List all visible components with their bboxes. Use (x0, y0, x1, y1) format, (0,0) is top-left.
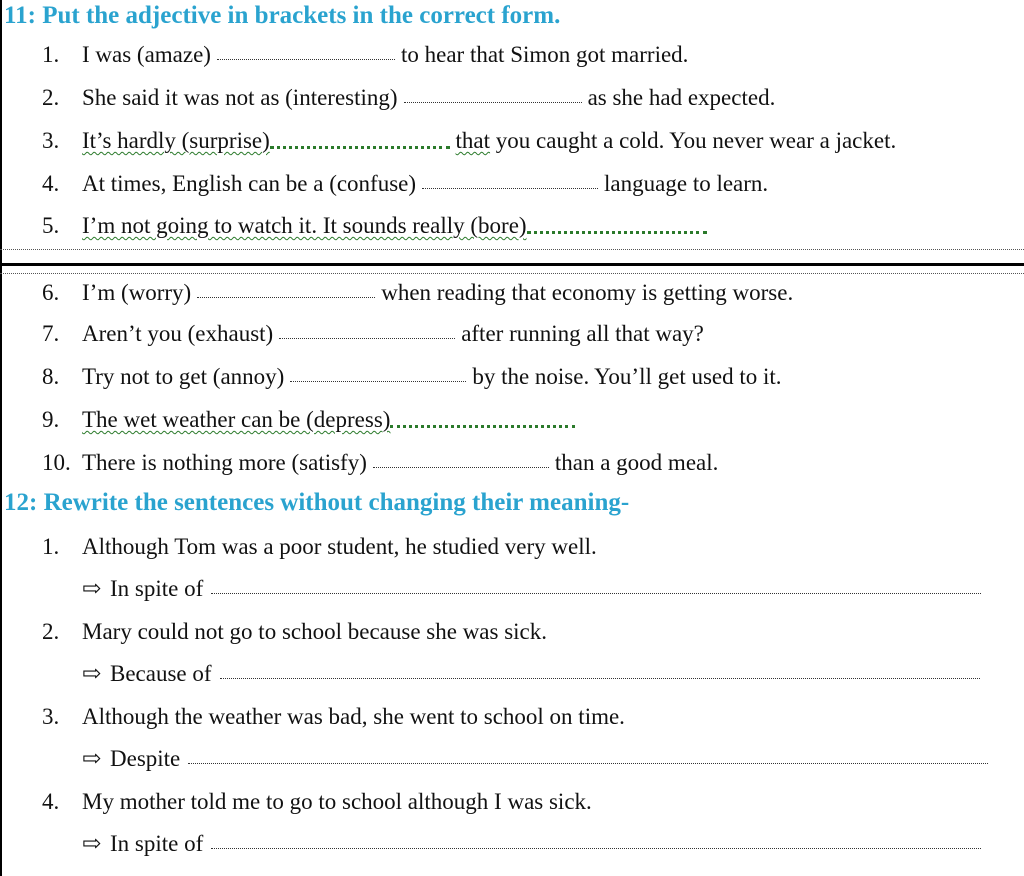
answer-blank[interactable] (422, 187, 598, 189)
left-margin-rule (0, 0, 2, 876)
answer-blank[interactable] (290, 380, 466, 382)
item-text-before: Try not to get (annoy) (82, 364, 285, 389)
item-text-before: I’m (worry) (82, 280, 192, 305)
arrow-icon: ⇨ (82, 576, 102, 601)
answer-blank[interactable] (527, 230, 707, 234)
arrow-icon: ⇨ (82, 661, 102, 686)
item-text-after: than a good meal. (554, 450, 719, 475)
answer-blank[interactable] (217, 58, 395, 60)
item-sentence: Mary could not go to school because she was sick. (82, 619, 548, 644)
answer-prompt: Despite (110, 746, 181, 771)
item-number: 5. (42, 213, 60, 238)
answer-line[interactable] (211, 847, 981, 849)
item-text-after: by the noise. You’ll get used to it. (472, 364, 782, 389)
ex11-item-2 (42, 86, 775, 109)
ex11-item-8 (42, 365, 782, 388)
answer-blank[interactable] (270, 145, 450, 149)
item-number: 6. (42, 280, 60, 305)
ex12-answer-2 (82, 662, 980, 685)
ex11-item-9 (42, 408, 575, 431)
arrow-icon: ⇨ (82, 831, 102, 856)
item-number: 9. (42, 407, 60, 432)
answer-prompt: In spite of (110, 576, 204, 601)
ex12-answer-1 (82, 577, 981, 600)
item-text-before: I was (amaze) (82, 42, 211, 67)
item-number: 4. (42, 789, 60, 814)
section-divider-solid (0, 263, 1024, 266)
ex11-item-6 (42, 281, 793, 304)
ex12-item-3 (42, 705, 625, 728)
answer-blank[interactable] (390, 424, 575, 428)
answer-line[interactable] (211, 592, 981, 594)
answer-blank[interactable] (197, 296, 375, 298)
ex12-item-1 (42, 535, 597, 558)
item-text-before: There is nothing more (satisfy) (82, 450, 367, 475)
ex12-item-2 (42, 620, 547, 643)
ex12-item-4 (42, 790, 592, 813)
item-text-wavy: that (455, 128, 491, 153)
item-text-after: as she had expected. (587, 85, 776, 110)
item-sentence: Although the weather was bad, she went to school on time. (82, 704, 625, 729)
item-number: 2. (42, 85, 60, 110)
item-text-after: when reading that economy is getting worse. (381, 280, 794, 305)
section-divider-dotted (0, 273, 1024, 274)
ex11-item-7 (42, 322, 704, 345)
item-number: 1. (42, 42, 60, 67)
ex12-answer-3 (82, 747, 988, 770)
item-number: 4. (42, 171, 60, 196)
item-number: 3. (42, 128, 60, 153)
item-text-before: I’m not going to watch it. It sounds really (bore) (82, 213, 527, 238)
ex11-item-4 (42, 172, 768, 195)
arrow-icon: ⇨ (82, 746, 102, 771)
answer-line[interactable] (188, 762, 988, 764)
ex12-answer-4 (82, 832, 981, 855)
item-text-after: to hear that Simon got married. (400, 42, 689, 67)
answer-line[interactable] (220, 677, 980, 679)
item-number: 2. (42, 619, 60, 644)
item-text-after: you caught a cold. You never wear a jacket. (495, 128, 897, 153)
exercise-12-title: 12: Rewrite the sentences without changing their meaning- (4, 489, 630, 516)
item-sentence: Although Tom was a poor student, he studied very well. (82, 534, 597, 559)
item-sentence: My mother told me to go to school although I was sick. (82, 789, 592, 814)
item-text-before: Aren’t you (exhaust) (82, 321, 274, 346)
item-number: 3. (42, 704, 60, 729)
answer-blank[interactable] (279, 337, 455, 339)
exercise-11-title: 11: Put the adjective in brackets in the correct form. (4, 2, 561, 29)
item-text-before: The wet weather can be (depress) (82, 407, 391, 432)
item-text-before: She said it was not as (interesting) (82, 85, 398, 110)
section-divider-dotted (0, 249, 1024, 250)
item-number: 10. (42, 450, 71, 475)
item-number: 1. (42, 534, 60, 559)
answer-prompt: In spite of (110, 831, 204, 856)
answer-blank[interactable] (404, 101, 582, 103)
answer-prompt: Because of (110, 661, 212, 686)
ex11-item-3 (42, 129, 896, 152)
item-text-before: At times, English can be a (confuse) (82, 171, 417, 196)
item-number: 7. (42, 321, 60, 346)
item-text-before: It’s hardly (surprise) (82, 128, 270, 153)
item-text-after: language to learn. (604, 171, 769, 196)
ex11-item-1 (42, 43, 688, 66)
ex11-item-5 (42, 214, 707, 237)
item-text-after: after running all that way? (461, 321, 704, 346)
ex11-item-10 (42, 451, 718, 474)
answer-blank[interactable] (373, 466, 549, 468)
item-number: 8. (42, 364, 60, 389)
